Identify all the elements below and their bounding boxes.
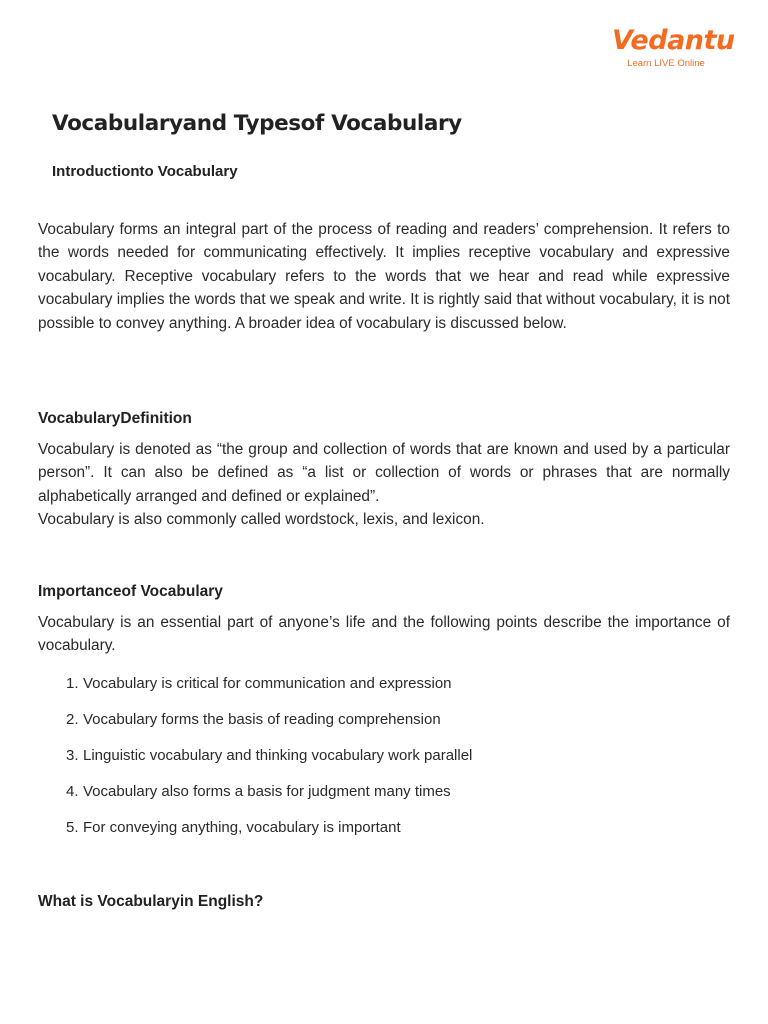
importance-list xyxy=(66,673,472,853)
vedantu-logo xyxy=(612,24,735,70)
list-item xyxy=(66,817,472,853)
list-text: Vocabulary forms the basis of reading comprehension xyxy=(83,711,441,728)
list-number: 5. xyxy=(66,819,79,836)
list-number: 3. xyxy=(66,747,79,764)
list-text: Linguistic vocabulary and thinking vocabulary work parallel xyxy=(83,747,473,764)
importance-heading: Importanceof Vocabulary xyxy=(38,583,223,600)
logo-wordmark: Vedantu xyxy=(612,25,735,56)
english-heading: What is Vocabularyin English? xyxy=(38,893,264,910)
definition-paragraph: Vocabulary is denoted as “the group and collection of words that are known and used by a particular person”. It can also be defined as “a list or collection of words or phrases that are normally alphabetically arranged and defined or explained”. xyxy=(38,441,730,505)
list-item xyxy=(66,673,472,709)
list-number: 4. xyxy=(66,783,79,800)
list-item xyxy=(66,781,472,817)
definition-note: Vocabulary is also commonly called wordstock, lexis, and lexicon. xyxy=(38,511,485,528)
list-text: Vocabulary also forms a basis for judgment many times xyxy=(83,783,451,800)
list-item xyxy=(66,709,472,745)
intro-paragraph: Vocabulary forms an integral part of the process of reading and readers’ comprehension. It refers to the words needed for communicating effectively. It implies receptive vocabulary and expressive vocabulary. Receptive vocabulary refers to the words that we hear and read while expressive vocabulary implies the words that we speak and write. It is rightly said that without vocabulary, it is not possible to convey anything. A broader idea of vocabulary is discussed below. xyxy=(38,221,730,332)
importance-paragraph: Vocabulary is an essential part of anyone’s life and the following points describe the importance of vocabulary. xyxy=(38,614,730,655)
list-item xyxy=(66,745,472,781)
intro-heading: Introductionto Vocabulary xyxy=(52,163,238,180)
list-number: 2. xyxy=(66,711,79,728)
page-title: Vocabularyand Typesof Vocabulary xyxy=(52,111,462,136)
definition-heading: VocabularyDefinition xyxy=(38,410,192,427)
list-number: 1. xyxy=(66,675,79,692)
logo-tagline: Learn LIVE Online xyxy=(627,58,705,69)
list-text: For conveying anything, vocabulary is important xyxy=(83,819,401,836)
list-text: Vocabulary is critical for communication and expression xyxy=(83,675,452,692)
